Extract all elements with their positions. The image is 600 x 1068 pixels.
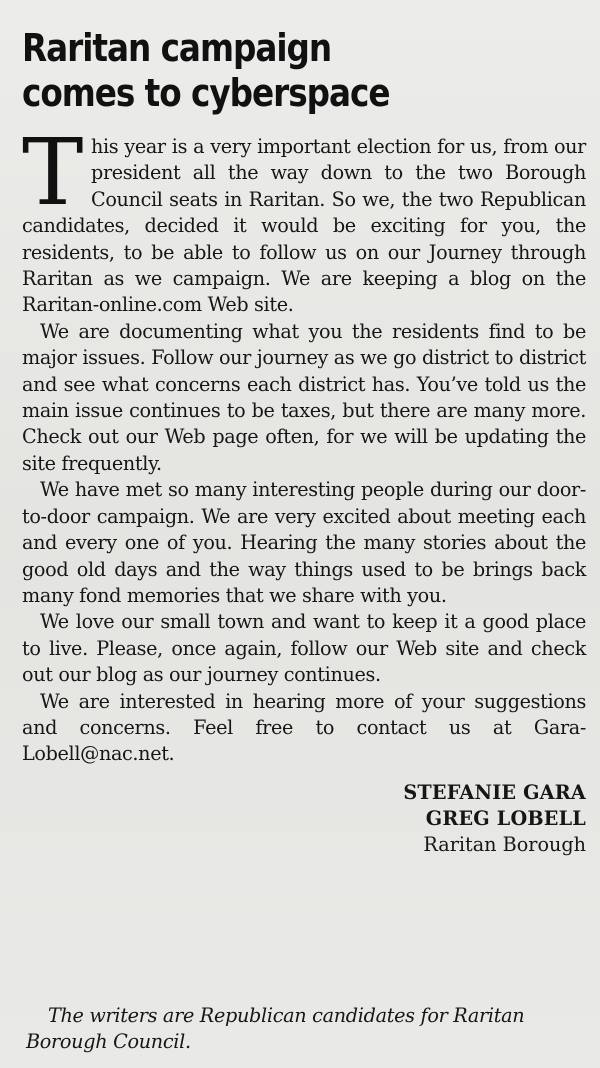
headline-line-2: comes to cyberspace — [22, 71, 390, 115]
headline — [22, 26, 581, 116]
paragraph-4: We love our small town and want to keep it a good place to live. Please, once again, follow our Web site and check out our blog as our journey continues. — [22, 610, 586, 687]
author-name-1: STEFANIE GARA — [403, 780, 586, 804]
drop-cap: T — [22, 119, 84, 226]
paragraph-1 — [22, 119, 586, 319]
article-body — [22, 119, 586, 768]
headline-line-1: Raritan campaign — [22, 26, 332, 70]
signature-block — [22, 780, 586, 858]
author-note-text: The writers are Republican candidates for Raritan Borough Council. — [26, 1004, 525, 1053]
author-name-2: GREG LOBELL — [425, 806, 586, 830]
author-note — [26, 1003, 586, 1055]
paragraph-2: We are documenting what you the residents find to be major issues. Follow our journey as we go district to district and see what concerns each district has. You’ve told us the main issue continues to be taxes, but there are many more. Check out our Web page often, for we will be updating the site frequently. — [22, 319, 586, 475]
author-location: Raritan Borough — [423, 832, 586, 856]
paragraph-1-text: his year is a very important election for us, from our president all the way down to the two Borough Council seats in Raritan. So we, the two Republican candidates, decided it would be exciting for you, the residents, to be able to follow us on our Journey through Raritan as we campaign. We are keeping a blog on the Raritan-online.com Web site. — [22, 135, 586, 317]
paragraph-5: We are interested in hearing more of your suggestions and concerns. Feel free to contact us at Gara-Lobell@nac.net. — [22, 689, 586, 766]
paragraph-3: We have met so many interesting people during our door-to-door campaign. We are very excited about meeting each and every one of you. Hearing the many stories about the good old days and the way things used to be brings back many fond memories that we share with you. — [22, 478, 586, 607]
